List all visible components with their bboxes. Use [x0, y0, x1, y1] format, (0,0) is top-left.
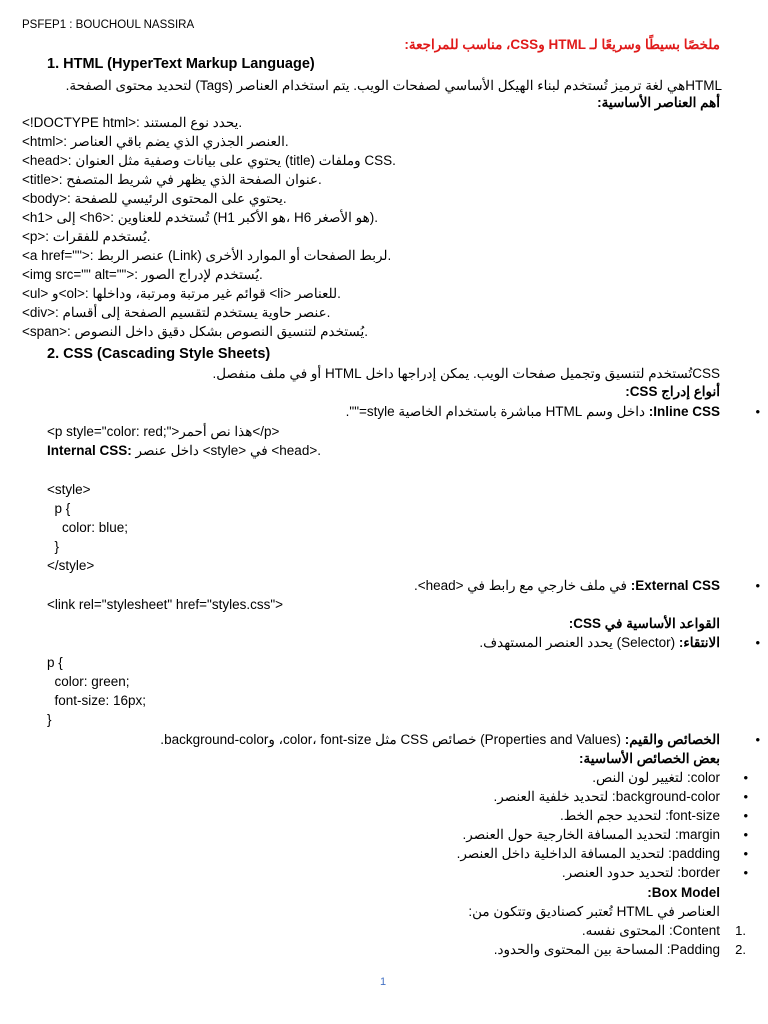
- rule-code-line: p {: [47, 655, 63, 670]
- element-body: <body>: يحتوي على المحتوى الرئيسي للصفحة.: [22, 191, 287, 206]
- html-intro: HTMLهي لغة ترميز تُستخدم لبناء الهيكل الأساسي لصفحات الويب. يتم استخدام العناصر (Tags) لتحديد محتوى الصفحة.: [65, 78, 722, 93]
- box-item-text: Padding: المساحة بين المحتوى والحدود.: [493, 942, 720, 957]
- inline-css-item: [345, 403, 760, 421]
- element-lists: <ul> و<ol>: قوائم غير مرتبة ومرتبة، وداخلها <li> للعناصر.: [22, 286, 341, 301]
- props-title: بعض الخصائص الأساسية:: [579, 751, 720, 766]
- internal-code-line: </style>: [47, 558, 95, 573]
- bullet-icon: •: [755, 635, 760, 650]
- bullet-icon: •: [743, 789, 748, 804]
- prop-item: [493, 788, 748, 806]
- author-header: PSFEP1 : BOUCHOUL NASSIRA: [22, 19, 195, 31]
- prop-text: padding: لتحديد المسافة الداخلية داخل العنصر.: [456, 846, 720, 861]
- item-number: 2.: [735, 942, 746, 957]
- bullet-icon: •: [743, 808, 748, 823]
- internal-code-line: p {: [47, 501, 71, 516]
- internal-css-text: داخل عنصر <style> في <head>.: [135, 443, 321, 458]
- element-p: <p>: يُستخدم للفقرات.: [22, 229, 151, 244]
- prop-item: [592, 769, 748, 787]
- internal-css-item: [47, 442, 321, 460]
- item-number: 1.: [735, 923, 746, 938]
- inline-css-text: داخل وسم HTML مباشرة باستخدام الخاصية style="".: [345, 404, 645, 419]
- css-rules-title: القواعد الأساسية في CSS:: [568, 616, 720, 631]
- element-headings: <h1> إلى <h6>: تُستخدم للعناوين (H1 هو الأكبر، H6 هو الأصغر).: [22, 210, 378, 225]
- selector-item: [479, 634, 760, 652]
- page-number: 1: [380, 976, 387, 988]
- external-css-label: External CSS:: [630, 578, 720, 593]
- box-item: [581, 922, 746, 940]
- box-item-text: Content: المحتوى نفسه.: [581, 923, 720, 938]
- selector-label: الانتقاء:: [678, 635, 720, 650]
- internal-code-line: <style>: [47, 482, 91, 497]
- internal-code-line: }: [47, 539, 60, 554]
- box-model-intro: العناصر في HTML تُعتبر كصناديق وتتكون من:: [468, 904, 720, 919]
- box-model-title: Box Model:: [647, 885, 720, 900]
- internal-code-line: color: blue;: [47, 520, 129, 535]
- document-title: ملخصًا بسيطًا وسريعًا لـ HTML وCSS، مناسب للمراجعة:: [404, 37, 720, 52]
- box-item: [493, 941, 746, 959]
- prop-text: background-color: لتحديد خلفية العنصر.: [493, 789, 720, 804]
- rule-code-line: color: green;: [47, 674, 130, 689]
- prop-text: font-size: لتحديد حجم الخط.: [559, 808, 720, 823]
- bullet-icon: •: [755, 578, 760, 593]
- prop-item: [561, 864, 748, 882]
- prop-text: color: لتغيير لون النص.: [592, 770, 720, 785]
- rule-code-line: font-size: 16px;: [47, 693, 147, 708]
- bullet-icon: •: [755, 404, 760, 419]
- css-heading: 2. CSS (Cascading Style Sheets): [47, 346, 271, 362]
- internal-css-label: Internal CSS:: [47, 443, 132, 458]
- props-values-label: الخصائص والقيم:: [624, 732, 720, 747]
- bullet-icon: •: [743, 846, 748, 861]
- element-div: <div>: عنصر حاوية يستخدم لتقسيم الصفحة إلى أقسام.: [22, 305, 331, 320]
- bullet-icon: •: [743, 865, 748, 880]
- inline-css-example: <p style="color: red;">هذا نص أحمر</p>: [47, 424, 280, 439]
- element-title: <title>: عنوان الصفحة الذي يظهر في شريط المتصفح.: [22, 172, 322, 187]
- bullet-icon: •: [743, 827, 748, 842]
- css-types-title: أنواع إدراج CSS:: [625, 384, 720, 399]
- elements-title: أهم العناصر الأساسية:: [597, 95, 720, 110]
- bullet-icon: •: [743, 770, 748, 785]
- html-heading: 1. HTML (HyperText Markup Language): [47, 56, 315, 72]
- bullet-icon: •: [755, 732, 760, 747]
- element-html: <html>: العنصر الجذري الذي يضم باقي العناصر.: [22, 134, 289, 149]
- prop-item: [462, 826, 748, 844]
- css-intro: CSSتُستخدم لتنسيق وتجميل صفحات الويب. يمكن إدراجها داخل HTML أو في ملف منفصل.: [212, 366, 720, 381]
- element-doctype: <!DOCTYPE html>: يحدد نوع المستند.: [22, 115, 243, 130]
- props-values-text: (Properties and Values) خصائص CSS مثل color، font-size، وbackground-color.: [160, 732, 622, 747]
- inline-css-label: Inline CSS:: [648, 404, 720, 419]
- props-values-item: [160, 731, 760, 749]
- prop-item: [559, 807, 748, 825]
- element-a: <a href="">: عنصر الربط (Link) لربط الصفحات أو الموارد الأخرى.: [22, 248, 392, 263]
- external-css-item: [413, 577, 760, 595]
- external-css-text: في ملف خارجي مع رابط في <head>.: [413, 578, 627, 593]
- element-span: <span>: يُستخدم لتنسيق النصوص بشكل دقيق داخل النصوص.: [22, 324, 368, 339]
- prop-text: border: لتحديد حدود العنصر.: [561, 865, 720, 880]
- prop-text: margin: لتحديد المسافة الخارجية حول العنصر.: [462, 827, 720, 842]
- selector-text: (Selector) يحدد العنصر المستهدف.: [479, 635, 676, 650]
- prop-item: [456, 845, 748, 863]
- rule-code-line: }: [47, 712, 52, 727]
- external-css-code: <link rel="stylesheet" href="styles.css">: [47, 597, 284, 612]
- element-img: <img src="" alt="">: يُستخدم لإدراج الصور.: [22, 267, 263, 282]
- element-head: <head>: يحتوي على بيانات وصفية مثل العنوان (title) وملفات CSS.: [22, 153, 396, 168]
